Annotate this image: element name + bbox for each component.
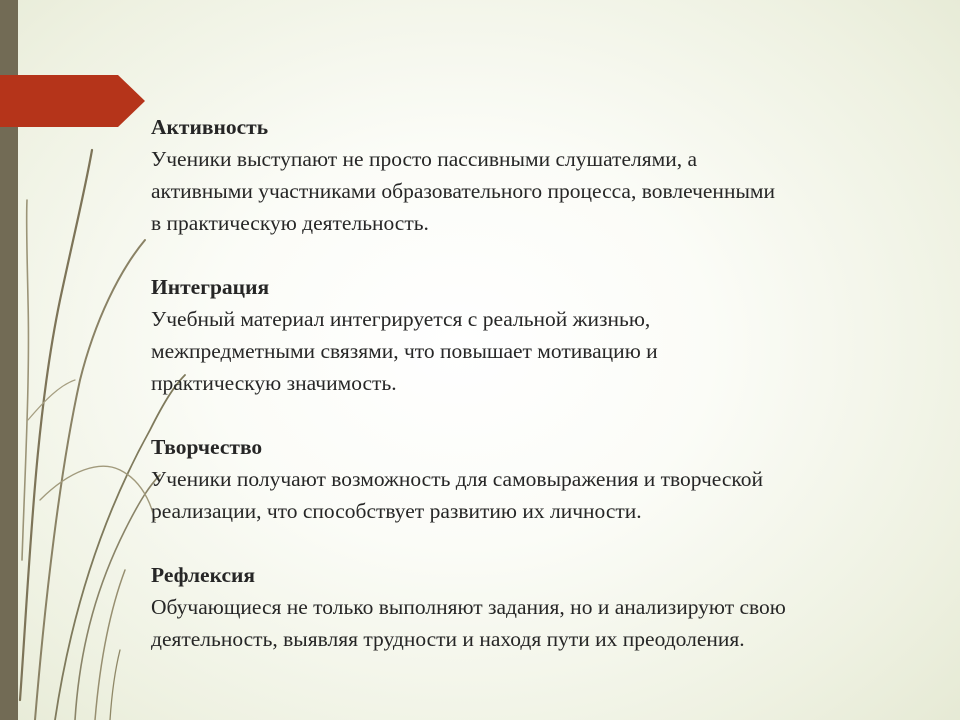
section-block [151,111,951,239]
grass-stroke [35,240,145,720]
section-heading: Рефлексия [151,563,256,587]
section-text-line: активными участниками образовательного процесса, вовлеченными [151,179,776,203]
section-heading: Творчество [151,435,263,459]
section-heading: Интеграция [151,275,270,299]
section-text-line: Ученики получают возможность для самовыражения и творческой [151,467,764,491]
red-accent-tab [0,75,145,127]
grass-stroke [20,150,92,700]
section-text-line: реализации, что способствует развитию их личности. [151,499,642,523]
section-text-line: Обучающиеся не только выполняют задания, но и анализируют свою [151,595,786,619]
content-area [151,111,951,655]
grass-stroke [110,650,120,720]
section-text-line: межпредметными связями, что повышает мотивацию и [151,339,658,363]
section-block [151,431,951,527]
section-text-line: практическую значимость. [151,371,397,395]
section-text-line: в практическую деятельность. [151,211,429,235]
section-block [151,559,951,655]
section-heading: Активность [151,115,269,139]
grass-stroke [28,380,75,420]
grass-stroke [75,475,160,720]
section-text-line: Ученики выступают не просто пассивными слушателями, а [151,147,698,171]
section-block [151,271,951,399]
grass-stroke [22,200,28,560]
section-text-line: деятельность, выявляя трудности и находя пути их преодоления. [151,627,745,651]
section-text-line: Учебный материал интегрируется с реальной жизнью, [151,307,651,331]
